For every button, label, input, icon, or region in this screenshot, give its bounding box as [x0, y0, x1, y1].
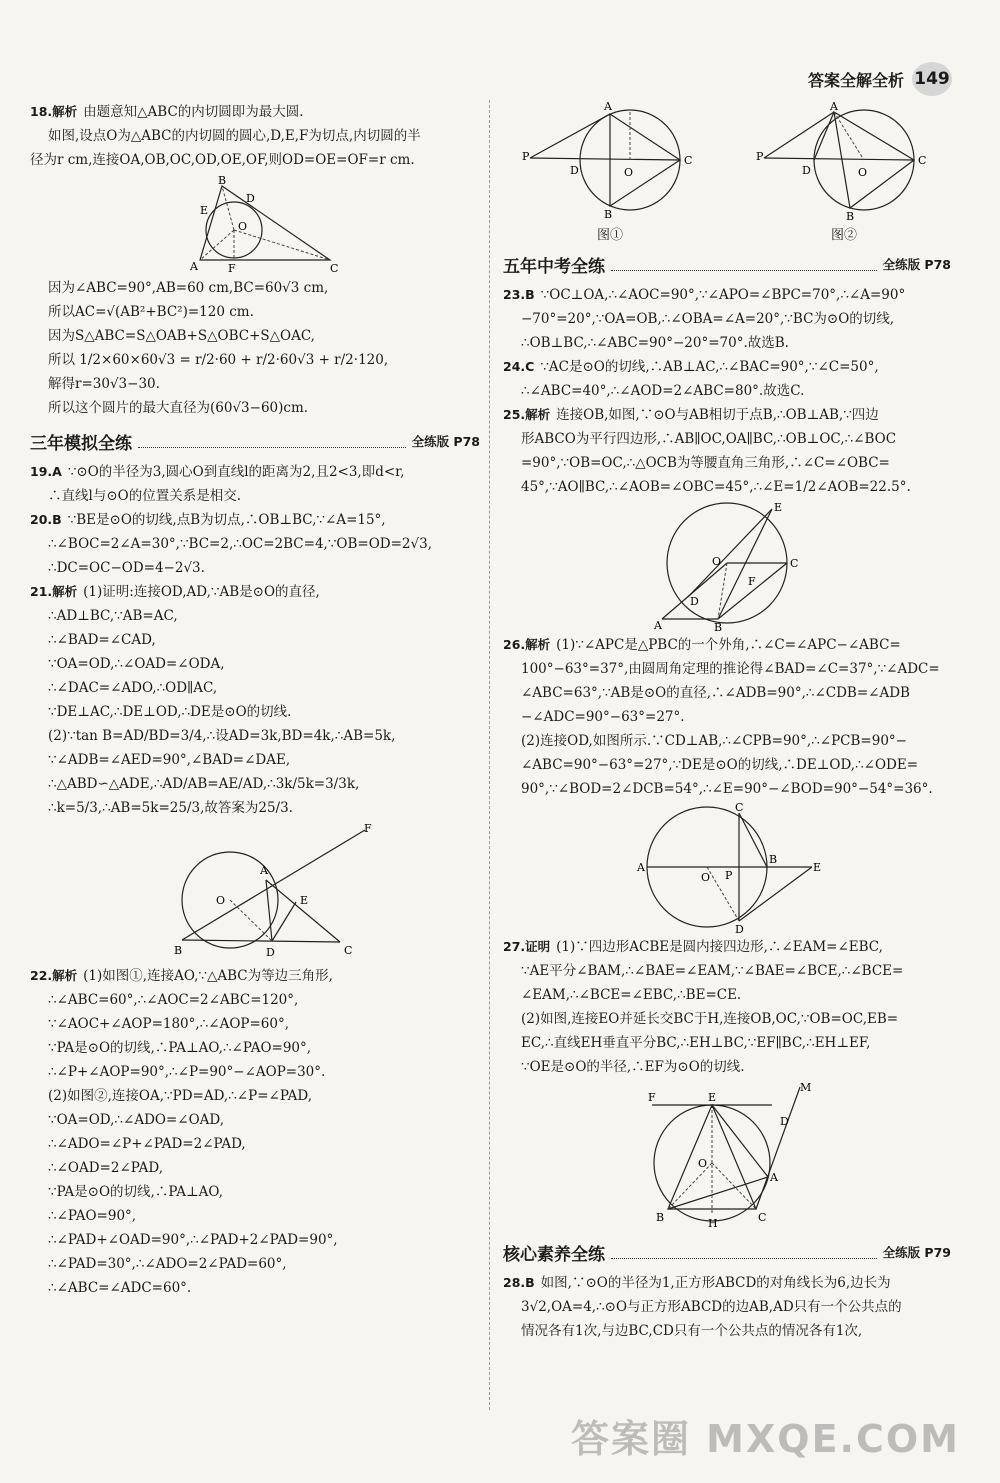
svg-text:C: C	[735, 801, 744, 814]
section-ref: 全练版 P79	[882, 1245, 951, 1260]
q21-number: 21.解析	[30, 584, 78, 599]
q18-line: 所以这个圆片的最大直径为(60√3−60)cm.	[48, 400, 309, 416]
q22-line: ∴∠PAD=30°,∴∠ADO=2∠PAD=60°,	[48, 1256, 287, 1272]
q20-line: ∵BE是⊙O的切线,点B为切点,∴OB⊥BC,∵∠A=15°,	[67, 512, 386, 528]
q18-line: 所以AC=√(AB²+BC²)=120 cm.	[48, 304, 254, 320]
section-ref: 全练版 P78	[882, 257, 951, 272]
q21-line: ∴AD⊥BC,∵AB=AC,	[48, 608, 178, 624]
svg-text:B: B	[769, 853, 778, 866]
q22-line: ∴∠PAD+∠OAD=90°,∴∠PAD+2∠PAD=90°,	[48, 1232, 338, 1248]
figure-caption: 图②	[830, 228, 857, 243]
figures-q22	[503, 100, 951, 243]
q21-line: (1)证明:连接OD,AD,∵AB是⊙O的直径,	[83, 584, 320, 600]
q18-line: 径为r cm,连接OA,OB,OC,OD,OE,OF,则OD=OE=OF=r cm.	[30, 152, 415, 168]
q21-line: ∴∠DAC=∠ADO,∴OD∥AC,	[48, 680, 218, 696]
svg-text:B: B	[656, 1211, 665, 1224]
q19-number: 19.A	[30, 464, 62, 479]
q25-number: 25.解析	[503, 407, 551, 422]
svg-text:D: D	[735, 923, 744, 936]
svg-text:B: B	[714, 621, 723, 634]
svg-text:D: D	[802, 164, 811, 177]
q25-line: 连接OB,如图,∵⊙O与AB相切于点B,∴OB⊥AB,∵四边	[556, 407, 879, 423]
column-divider	[489, 100, 490, 1410]
q21-line: ∴∠BAD=∠CAD,	[48, 632, 156, 648]
svg-text:A: A	[260, 864, 268, 877]
q18-line: 解得r=30√3−30.	[48, 376, 160, 392]
q27-number: 27.证明	[503, 939, 551, 954]
section-title: 五年中考全练	[503, 256, 605, 277]
q18-line: 由题意知△ABC的内切圆即为最大圆.	[83, 104, 304, 120]
q25-line: =90°,∵OB=OC,∴△OCB为等腰直角三角形,∴∠C=∠OBC=	[521, 455, 890, 471]
watermark: 答案圈 MXQE.COM	[570, 1417, 960, 1461]
svg-text:O: O	[858, 166, 868, 179]
svg-text:P: P	[756, 150, 764, 163]
svg-text:O: O	[712, 555, 722, 568]
svg-text:O: O	[698, 1157, 708, 1170]
q22-line: ∴∠ADO=∠P+∠PAD=2∠PAD,	[48, 1136, 246, 1152]
q23-line: ∴OB⊥BC,∴∠ABC=90°−20°=70°.故选B.	[521, 335, 789, 351]
svg-text:O: O	[238, 220, 248, 233]
q18-line: 因为∠ABC=90°,AB=60 cm,BC=60√3 cm,	[48, 280, 329, 296]
figure-q26	[627, 801, 827, 936]
q26-line: 100°−63°=37°,由圆周角定理的推论得∠BAD=∠C=37°,∵∠ADC=	[521, 661, 940, 677]
q28-line: 情况各有1次,与边BC,CD只有一个公共点的情况各有1次,	[521, 1323, 863, 1339]
q23-line: ∵OC⊥OA,∴∠AOC=90°,∵∠APO=∠BPC=70°,∴∠A=90°	[540, 287, 906, 303]
q21-line: ∵∠ADB=∠AED=90°,∠BAD=∠DAE,	[48, 752, 291, 768]
svg-text:D: D	[780, 1115, 789, 1128]
q28-line: 3√2,OA=4,∴⊙O与正方形ABCD的边AB,AD只有一个公共点的	[521, 1299, 902, 1315]
svg-text:O: O	[701, 871, 711, 884]
svg-text:C: C	[758, 1211, 767, 1224]
section-title: 三年模拟全练	[30, 433, 132, 454]
q26-line: 90°,∵∠BOD=2∠DCB=54°,∴∠E=90°−∠BOD=90°−54°=36°.	[521, 781, 933, 797]
q22-line: (2)如图②,连接OA,∵PD=AD,∴∠P=∠PAD,	[48, 1088, 313, 1104]
q21-line: ∵OA=OD,∴∠OAD=∠ODA,	[48, 656, 225, 672]
svg-text:B: B	[218, 174, 227, 187]
q20-number: 20.B	[30, 512, 62, 527]
svg-text:C: C	[918, 154, 927, 167]
q26-line: ∠ABC=63°,∵AB是⊙O的直径,∴∠ADB=90°,∴∠CDB=∠ADB	[521, 685, 910, 701]
q22-line: ∴∠P+∠AOP=90°,∴∠P=90°−∠AOP=30°.	[48, 1064, 326, 1080]
svg-text:A: A	[604, 100, 612, 113]
q26-line: (2)连接OD,如图所示.∵CD⊥AB,∴∠CPB=90°,∴∠PCB=90°−	[521, 733, 907, 749]
svg-text:A: A	[190, 260, 198, 273]
svg-text:A: A	[654, 619, 662, 632]
svg-text:O: O	[216, 894, 226, 907]
svg-text:D: D	[246, 192, 255, 205]
q23-line: −70°=20°,∵OA=OB,∴∠OBA=∠A=20°,∵BC为⊙O的切线,	[521, 311, 895, 327]
svg-text:C: C	[790, 557, 799, 570]
q22-line: ∴∠PAO=90°,	[48, 1208, 137, 1224]
figure-q25	[652, 501, 802, 634]
q18-number: 18.解析	[30, 104, 78, 119]
section-header	[30, 428, 480, 454]
q22-line: ∵PA是⊙O的切线,∴PA⊥AO,∴∠PAO=90°,	[48, 1040, 312, 1056]
figure-q18-incircle	[170, 174, 340, 274]
q18-line: 如图,设点O为△ABC的内切圆的圆心,D,E,F为切点,内切圆的半	[48, 128, 421, 144]
q20-line: ∴DC=OC−OD=4−2√3.	[48, 560, 205, 576]
svg-text:D: D	[690, 595, 699, 608]
q22-line: ∵PA是⊙O的切线,∴PA⊥AO,	[48, 1184, 223, 1200]
q19-line: ∵⊙O的半径为3,圆心O到直线l的距离为2,且2<3,即d<r,	[67, 464, 405, 480]
section-title: 核心素养全练	[503, 1244, 605, 1265]
svg-text:E: E	[708, 1091, 717, 1104]
q18-line: 因为S△ABC=S△OAB+S△OBC+S△OAC,	[48, 328, 315, 344]
q26-line: ∠ABC=90°−63°=27°,∵DE是⊙O的切线,∴DE⊥OD,∴∠ODE=	[521, 757, 919, 773]
q22-line: ∴∠OAD=2∠PAD,	[48, 1160, 163, 1176]
svg-text:E: E	[200, 204, 209, 217]
q22-line: ∵OA=OD,∴∠ADO=∠OAD,	[48, 1112, 225, 1128]
svg-text:M: M	[800, 1081, 812, 1094]
q23-number: 23.B	[503, 287, 535, 302]
svg-text:A: A	[770, 1171, 778, 1184]
q26-line: (1)∵∠APC是△PBC的一个外角,∴∠C=∠APC−∠ABC=	[556, 637, 901, 653]
svg-text:F: F	[748, 575, 756, 588]
q24-line: ∵AC是⊙O的切线,∴AB⊥AC,∴∠BAC=90°,∵∠C=50°,	[540, 359, 879, 375]
page-number: 149	[912, 62, 952, 96]
figure-q22-2	[754, 100, 934, 223]
left-column	[30, 100, 480, 1300]
q27-line: ∵AE平分∠BAM,∴∠BAE=∠EAM,∵∠BAE=∠BCE,∴∠BCE=	[521, 963, 904, 979]
q19-line: ∴直线l与⊙O的位置关系是相交.	[48, 488, 241, 504]
svg-text:E: E	[774, 501, 783, 514]
q18-line: 所以 1/2×60×60√3 = r/2·60 + r/2·60√3 + r/2·120,	[48, 352, 389, 368]
q22-number: 22.解析	[30, 968, 78, 983]
q25-line: 45°,∵AO∥BC,∴∠AOB=∠OBC=45°,∴∠E=1/2∠AOB=22.5°.	[521, 479, 911, 495]
figure-caption: 图①	[596, 228, 623, 243]
section-header	[503, 251, 951, 277]
section-header	[503, 1239, 951, 1265]
q27-line: (2)如图,连接EO并延长交BC于H,连接OB,OC,∵OB=OC,EB=	[521, 1011, 899, 1027]
svg-text:C: C	[344, 944, 353, 957]
svg-text:P: P	[522, 150, 530, 163]
svg-text:D: D	[266, 946, 275, 959]
q24-number: 24.C	[503, 359, 535, 374]
q27-line: EC,∴直线EH垂直平分BC,∴EH⊥BC,∵EF∥BC,∴EH⊥EF,	[521, 1035, 871, 1051]
right-column	[503, 100, 951, 1343]
q22-line: (1)如图①,连接AO,∵△ABC为等边三角形,	[83, 968, 333, 984]
svg-text:P: P	[725, 869, 733, 882]
svg-text:D: D	[570, 164, 579, 177]
svg-text:H: H	[708, 1217, 718, 1230]
svg-text:A: A	[830, 100, 838, 113]
figure-q27	[642, 1081, 812, 1231]
q21-line: ∴△ABD∽△ADE,∴AD/AB=AE/AD,∴3k/5k=3/3k,	[48, 776, 360, 792]
svg-text:F: F	[228, 262, 236, 275]
svg-text:C: C	[330, 262, 339, 275]
q21-line: ∵DE⊥AC,∴DE⊥OD,∴DE是⊙O的切线.	[48, 704, 292, 720]
figure-q21	[140, 822, 370, 962]
q22-line: ∴∠ABC=∠ADC=60°.	[48, 1280, 192, 1296]
svg-text:C: C	[684, 154, 693, 167]
q28-number: 28.B	[503, 1275, 535, 1290]
q28-line: 如图,∵⊙O的半径为1,正方形ABCD的对角线长为6,边长为	[540, 1275, 891, 1291]
q20-line: ∴∠BOC=2∠A=30°,∵BC=2,∴OC=2BC=4,∵OB=OD=2√3,	[48, 536, 432, 552]
q24-line: ∴∠ABC=40°,∴∠AOD=2∠ABC=80°.故选C.	[521, 383, 805, 399]
svg-text:F: F	[364, 822, 372, 835]
q27-line: ∵OE是⊙O的半径,∴EF为⊙O的切线.	[521, 1059, 745, 1075]
q21-line: (2)∵tan B=AD/BD=3/4,∴设AD=3k,BD=4k,∴AB=5k,	[48, 728, 396, 744]
section-ref: 全练版 P78	[411, 434, 480, 449]
q27-line: (1)∵四边形ACBE是圆内接四边形,∴∠EAM=∠EBC,	[556, 939, 883, 955]
svg-text:F: F	[648, 1091, 656, 1104]
header-title: 答案全解全析	[807, 70, 904, 90]
svg-text:B: B	[174, 944, 183, 957]
svg-text:O: O	[624, 166, 634, 179]
q22-line: ∵∠AOC+∠AOP=180°,∴∠AOP=60°,	[48, 1016, 290, 1032]
svg-text:B: B	[604, 208, 613, 221]
svg-text:A: A	[637, 861, 645, 874]
q26-number: 26.解析	[503, 637, 551, 652]
svg-text:E: E	[300, 894, 309, 907]
page-header	[808, 62, 952, 96]
q27-line: ∠EAM,∴∠BCE=∠EBC,∴BE=CE.	[521, 987, 742, 1003]
q25-line: 形ABCO为平行四边形,∴AB∥OC,OA∥BC,∴OB⊥OC,∴∠BOC	[521, 431, 897, 447]
svg-text:B: B	[846, 210, 855, 223]
figure-q22-1	[520, 100, 700, 220]
q22-line: ∴∠ABC=60°,∴∠AOC=2∠ABC=120°,	[48, 992, 299, 1008]
q26-line: −∠ADC=90°−63°=27°.	[521, 709, 685, 725]
q21-line: ∴k=5/3,∴AB=5k=25/3,故答案为25/3.	[48, 800, 293, 816]
svg-text:E: E	[813, 861, 822, 874]
